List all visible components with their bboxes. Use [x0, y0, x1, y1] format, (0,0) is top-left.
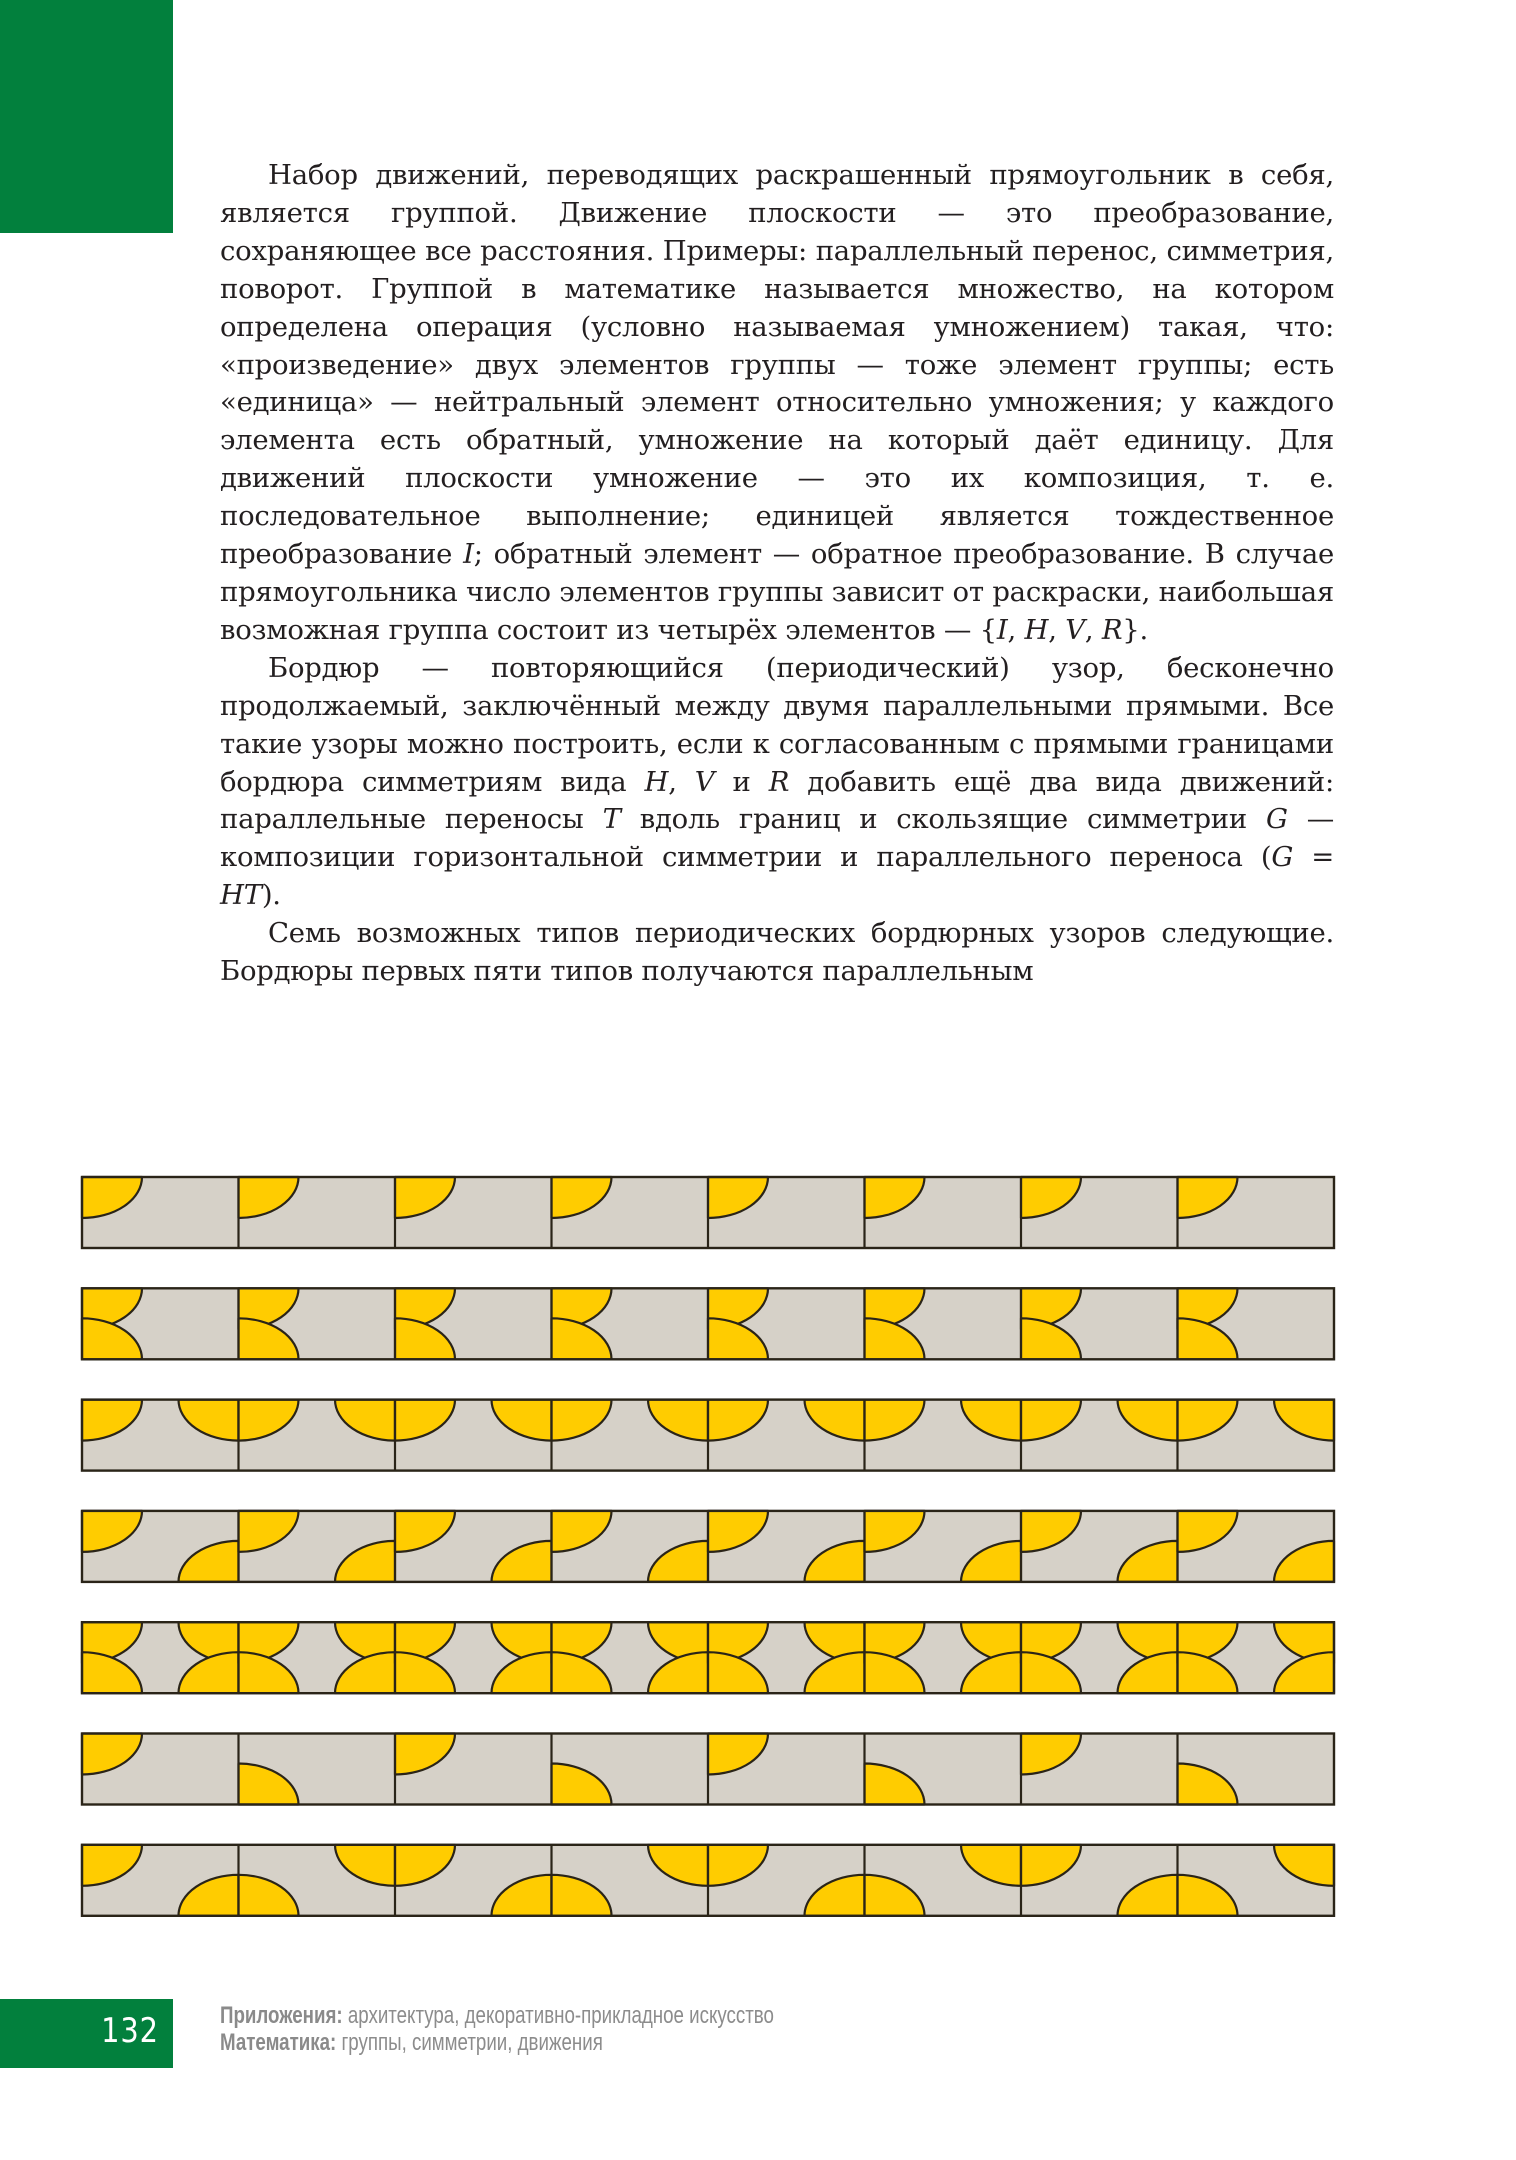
strip-2 [82, 1288, 1334, 1359]
footer-math-label: Математика: [220, 2029, 337, 2056]
math-symbol: V [694, 765, 715, 798]
math-symbol: V [1065, 613, 1085, 646]
footer-math-line [220, 2029, 774, 2056]
math-symbol: T [602, 803, 621, 836]
paragraph-seven-types: Семь возможных типов периодических бордюрных узоров следующие. Бордюры первых пяти типов получаются параллельным [220, 917, 1334, 988]
strip-3 [82, 1400, 1334, 1471]
footer-applications-line [220, 2002, 774, 2029]
strip-4 [82, 1511, 1334, 1582]
math-symbol: G [1265, 803, 1288, 836]
footer-math-text: группы, симметрии, движения [336, 2029, 603, 2056]
math-symbol: I [996, 613, 1008, 646]
math-symbol: H [1024, 613, 1049, 646]
math-symbol: HT [220, 879, 262, 912]
paragraph-border-definition: Бордюр — повторяющийся (периодический) узор, бесконечно продолжаемый, заключённый между двумя параллельными прямыми. Все такие узоры можно построить, если к согласованным с прямыми границами бордюра симметриям вида H, V и R добавить ещё два вида движений: параллельные переносы T вдоль границ и скользящие симметрии G — композиции горизонтальной симметрии и параллельного переноса (G = HT). [220, 651, 1335, 912]
strip-7 [82, 1845, 1334, 1916]
math-symbol: R [768, 765, 790, 798]
strip-6 [82, 1734, 1334, 1805]
page-number: 132 [101, 2011, 159, 2051]
math-symbol: R [1101, 613, 1123, 646]
paragraph-group-definition: Набор движений, переводящих раскрашенный прямоугольник в себя, является группой. Движение плоскости — это преобразование, сохраняющее все расстояния. Примеры: параллельный перенос, симметрия, поворот. Группой в математике называется множество, на котором определена операция (условно называемая умножением) такая, что: «произведение» двух элементов группы — тоже элемент группы; есть «единица» — нейтральный элемент относительно умножения; у каждого элемента есть обратный, умножение на который даёт единицу. Для движений плоскости умножение — это их композиция, т. е. последовательное выполнение; единицей является тождественное преобразование I; обратный элемент — обратное преобразование. В случае прямоугольника число элементов группы зависит от раскраски, наибольшая возможная группа состоит из четырёх элементов — {I, H, V, R}. [220, 159, 1334, 646]
strip-1 [82, 1177, 1334, 1248]
strip-5 [82, 1622, 1334, 1693]
page-number-tab [0, 1999, 173, 2068]
footer-applications-text: архитектура, декоративно-прикладное искусство [342, 2002, 774, 2029]
footer-applications-label: Приложения: [220, 2002, 343, 2029]
math-symbol: G [1271, 841, 1294, 874]
math-symbol: H [644, 765, 669, 798]
footer-topics [220, 2002, 774, 2056]
math-symbol: I [463, 538, 474, 571]
